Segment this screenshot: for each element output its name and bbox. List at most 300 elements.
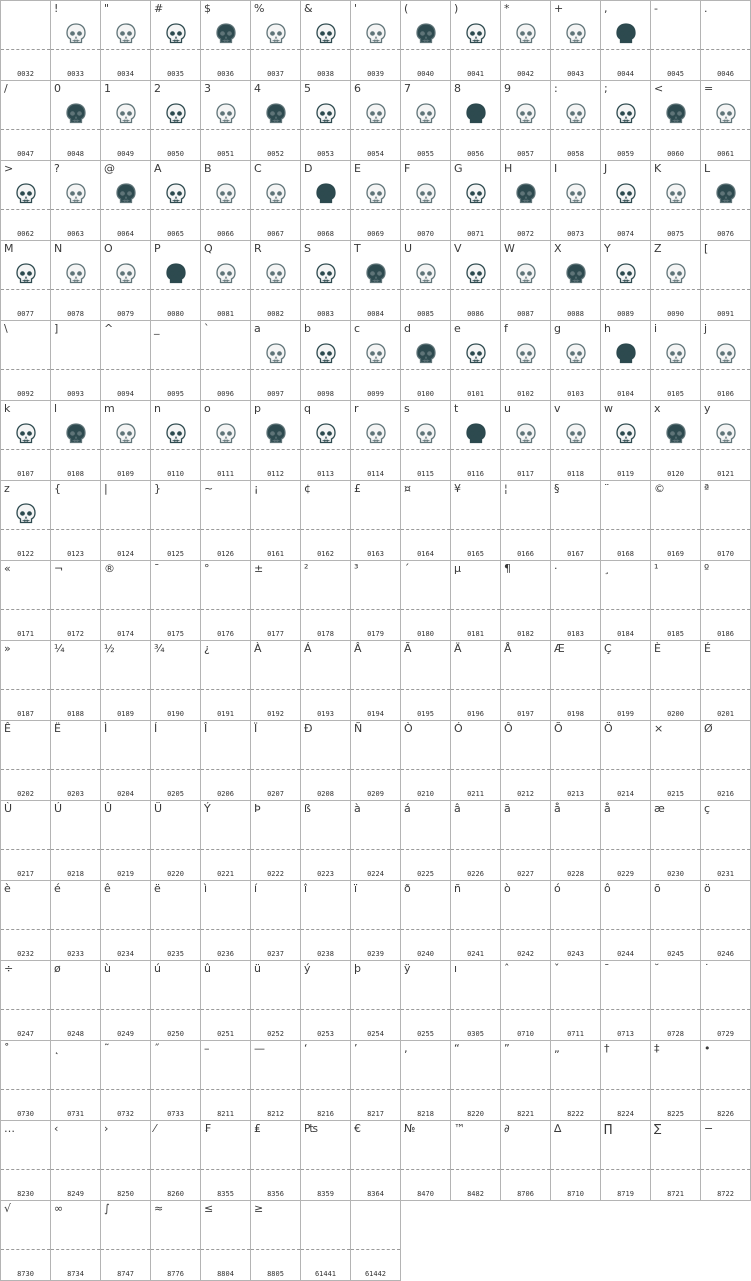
- cell-divider: [501, 769, 550, 770]
- glyph-cell: [700, 560, 751, 641]
- glyph-cell: [600, 960, 651, 1041]
- cell-divider: [151, 129, 200, 130]
- glyph-cell: [100, 640, 151, 721]
- glyph-char-label: f: [504, 322, 508, 335]
- glyph-code-label: 61441: [314, 1270, 337, 1278]
- glyph-code-label: 0249: [117, 1030, 134, 1038]
- skull-icon: [363, 421, 389, 447]
- cell-divider: [701, 1009, 750, 1010]
- glyph-code-label: 0174: [117, 630, 134, 638]
- glyph-code-label: 0037: [267, 70, 284, 78]
- glyph-cell: [400, 1040, 451, 1121]
- glyph-char-label: à: [354, 802, 361, 815]
- glyph-code-label: 0064: [117, 230, 134, 238]
- cell-divider: [601, 209, 650, 210]
- glyph-cell: [450, 320, 501, 401]
- glyph-cell: [500, 400, 551, 481]
- glyph-char-label: ]: [54, 322, 59, 335]
- glyph-code-label: 0246: [717, 950, 734, 958]
- cell-divider: [51, 1249, 100, 1250]
- glyph-char-label: 0: [54, 82, 61, 95]
- cell-divider: [651, 929, 700, 930]
- cell-divider: [701, 289, 750, 290]
- glyph-cell: [150, 1040, 201, 1121]
- cell-divider: [701, 769, 750, 770]
- cell-divider: [401, 1009, 450, 1010]
- cell-divider: [151, 289, 200, 290]
- glyph-char-label: ;: [604, 82, 608, 95]
- glyph-cell: [350, 960, 401, 1041]
- glyph-char-label: $: [204, 2, 211, 15]
- glyph-code-label: 0105: [667, 390, 684, 398]
- glyph-code-label: 8776: [167, 1270, 184, 1278]
- glyph-cell: [500, 0, 551, 81]
- glyph-char-label: ®: [104, 562, 115, 575]
- glyph-code-label: 0164: [417, 550, 434, 558]
- glyph-code-label: 0190: [167, 710, 184, 718]
- glyph-cell: [200, 720, 251, 801]
- cell-divider: [451, 689, 500, 690]
- skull-icon: [163, 181, 189, 207]
- cell-divider: [651, 529, 700, 530]
- glyph-cell: [700, 400, 751, 481]
- glyph-char-label: Ð: [304, 722, 313, 735]
- glyph-char-label: Æ: [554, 642, 565, 655]
- cell-divider: [301, 529, 350, 530]
- glyph-cell: [600, 720, 651, 801]
- glyph-code-label: 8470: [417, 1190, 434, 1198]
- glyph-cell: [250, 720, 301, 801]
- glyph-char-label: À: [254, 642, 262, 655]
- glyph-char-label: p: [254, 402, 261, 415]
- glyph-code-label: 0124: [117, 550, 134, 558]
- glyph-code-label: 0061: [717, 150, 734, 158]
- glyph-char-label: Å: [504, 642, 512, 655]
- cell-divider: [401, 529, 450, 530]
- cell-divider: [651, 689, 700, 690]
- glyph-cell: [550, 1040, 601, 1121]
- glyph-code-label: 0117: [517, 470, 534, 478]
- glyph-cell: [150, 880, 201, 961]
- glyph-cell: [150, 640, 201, 721]
- glyph-code-label: 0184: [617, 630, 634, 638]
- cell-divider: [1, 369, 50, 370]
- skull-icon: [163, 421, 189, 447]
- glyph-cell: [100, 880, 151, 961]
- cell-divider: [651, 609, 700, 610]
- cell-divider: [401, 129, 450, 130]
- glyph-cell: [600, 240, 651, 321]
- glyph-cell: [50, 80, 101, 161]
- cell-divider: [51, 209, 100, 210]
- glyph-cell: [150, 480, 201, 561]
- glyph-char-label: ¼: [54, 642, 65, 655]
- glyph-code-label: 0242: [517, 950, 534, 958]
- glyph-char-label: µ: [454, 562, 461, 575]
- glyph-code-label: 0054: [367, 150, 384, 158]
- glyph-cell: [250, 240, 301, 321]
- glyph-cell: [100, 960, 151, 1041]
- skull-icon: [263, 181, 289, 207]
- glyph-char-label: †: [604, 1042, 610, 1055]
- glyph-code-label: 0102: [517, 390, 534, 398]
- cell-divider: [201, 849, 250, 850]
- glyph-code-label: 0208: [317, 790, 334, 798]
- skull-icon: [713, 101, 739, 127]
- cell-divider: [301, 209, 350, 210]
- glyph-char-label: ∞: [54, 1202, 64, 1215]
- skull-icon: [363, 101, 389, 127]
- glyph-cell: [550, 720, 601, 801]
- glyph-code-label: 0231: [717, 870, 734, 878]
- cell-divider: [501, 929, 550, 930]
- glyph-char-label: `: [204, 322, 210, 335]
- glyph-code-label: 0175: [167, 630, 184, 638]
- glyph-code-label: 8230: [17, 1190, 34, 1198]
- glyph-char-label: ·: [554, 562, 558, 575]
- cell-divider: [201, 1249, 250, 1250]
- glyph-char-label: £: [354, 482, 361, 495]
- cell-divider: [601, 1169, 650, 1170]
- cell-divider: [1, 609, 50, 610]
- skull-icon: [313, 21, 339, 47]
- glyph-cell: [50, 320, 101, 401]
- glyph-char-label: Ä: [454, 642, 462, 655]
- glyph-code-label: 0213: [567, 790, 584, 798]
- glyph-char-label: ô: [604, 882, 611, 895]
- glyph-code-label: 0210: [417, 790, 434, 798]
- glyph-code-label: 0209: [367, 790, 384, 798]
- glyph-code-label: 0082: [267, 310, 284, 318]
- glyph-cell: [0, 800, 51, 881]
- glyph-char-label: ‘: [304, 1042, 308, 1055]
- cell-divider: [651, 129, 700, 130]
- cell-divider: [1, 689, 50, 690]
- glyph-cell: [550, 640, 601, 721]
- glyph-char-label: t: [454, 402, 459, 415]
- cell-divider: [201, 769, 250, 770]
- glyph-char-label: J: [604, 162, 608, 175]
- glyph-char-label: ¸: [604, 562, 610, 575]
- glyph-code-label: 0088: [567, 310, 584, 318]
- glyph-cell: [700, 160, 751, 241]
- glyph-cell: [0, 1200, 51, 1281]
- glyph-code-label: 0214: [617, 790, 634, 798]
- glyph-code-label: 8804: [217, 1270, 234, 1278]
- glyph-code-label: 8710: [567, 1190, 584, 1198]
- glyph-cell: [650, 160, 701, 241]
- cell-divider: [101, 769, 150, 770]
- glyph-char-label: a: [254, 322, 261, 335]
- glyph-code-label: 0050: [167, 150, 184, 158]
- cell-divider: [251, 689, 300, 690]
- glyph-code-label: 0093: [67, 390, 84, 398]
- cell-divider: [251, 209, 300, 210]
- glyph-cell: [600, 560, 651, 641]
- glyph-char-label: ÷: [4, 962, 14, 975]
- skull-icon: [313, 341, 339, 367]
- glyph-cell: [650, 800, 701, 881]
- glyph-code-label: 0178: [317, 630, 334, 638]
- glyph-code-label: 0217: [17, 870, 34, 878]
- glyph-cell: [500, 800, 551, 881]
- skull-icon: [13, 421, 39, 447]
- cell-divider: [151, 209, 200, 210]
- cell-divider: [501, 209, 550, 210]
- glyph-char-label: S: [304, 242, 311, 255]
- glyph-code-label: 0100: [417, 390, 434, 398]
- cell-divider: [51, 689, 100, 690]
- cell-divider: [301, 1249, 350, 1250]
- skull-icon: [613, 101, 639, 127]
- glyph-code-label: 0078: [67, 310, 84, 318]
- skull-icon: [413, 21, 439, 47]
- cell-divider: [651, 209, 700, 210]
- skull-icon: [413, 341, 439, 367]
- skull-icon: [463, 21, 489, 47]
- glyph-cell: [200, 560, 251, 641]
- skull-icon: [363, 341, 389, 367]
- skull-icon: [363, 261, 389, 287]
- glyph-char-label: ¿: [204, 642, 210, 655]
- cell-divider: [551, 1169, 600, 1170]
- glyph-char-label: ,: [604, 2, 608, 15]
- cell-divider: [451, 289, 500, 290]
- skull-icon: [563, 261, 589, 287]
- glyph-char-label: U: [404, 242, 413, 255]
- glyph-code-label: 0041: [467, 70, 484, 78]
- skull-icon: [113, 421, 139, 447]
- glyph-code-label: 0104: [617, 390, 634, 398]
- glyph-cell: [450, 480, 501, 561]
- skull-icon: [663, 341, 689, 367]
- glyph-cell: [450, 160, 501, 241]
- skull-icon: [113, 21, 139, 47]
- glyph-code-label: 0713: [617, 1030, 634, 1038]
- cell-divider: [551, 49, 600, 50]
- glyph-code-label: 0162: [317, 550, 334, 558]
- skull-icon: [163, 101, 189, 127]
- glyph-code-label: 8224: [617, 1110, 634, 1118]
- glyph-code-label: 0202: [17, 790, 34, 798]
- glyph-code-label: 0043: [567, 70, 584, 78]
- glyph-char-label: O: [104, 242, 113, 255]
- glyph-cell: [700, 800, 751, 881]
- glyph-code-label: 0182: [517, 630, 534, 638]
- glyph-cell: [450, 240, 501, 321]
- glyph-cell: [200, 400, 251, 481]
- glyph-char-label: ₤: [254, 1122, 261, 1135]
- glyph-cell: [250, 160, 301, 241]
- glyph-char-label: h: [604, 322, 611, 335]
- glyph-cell: [350, 640, 401, 721]
- glyph-code-label: 0185: [667, 630, 684, 638]
- cell-divider: [1, 769, 50, 770]
- cell-divider: [101, 369, 150, 370]
- glyph-code-label: 0177: [267, 630, 284, 638]
- glyph-cell: [0, 240, 51, 321]
- glyph-char-label: ¶: [504, 562, 511, 575]
- glyph-code-label: 0728: [667, 1030, 684, 1038]
- glyph-char-label: ™: [454, 1122, 465, 1135]
- glyph-code-label: 8722: [717, 1190, 734, 1198]
- glyph-code-label: 0119: [617, 470, 634, 478]
- glyph-char-label: º: [704, 562, 710, 575]
- glyph-char-label: 9: [504, 82, 511, 95]
- cell-divider: [351, 49, 400, 50]
- glyph-char-label: î: [304, 882, 308, 895]
- glyph-char-label: »: [4, 642, 11, 655]
- cell-divider: [51, 609, 100, 610]
- glyph-code-label: 0240: [417, 950, 434, 958]
- glyph-code-label: 0237: [267, 950, 284, 958]
- glyph-cell: [500, 640, 551, 721]
- glyph-char-label: Q: [204, 242, 213, 255]
- glyph-cell: [650, 240, 701, 321]
- glyph-code-label: 0083: [317, 310, 334, 318]
- glyph-cell: [450, 720, 501, 801]
- cell-divider: [401, 689, 450, 690]
- glyph-code-label: 0110: [167, 470, 184, 478]
- glyph-char-label: @: [104, 162, 115, 175]
- glyph-cell: [0, 1040, 51, 1121]
- cell-divider: [601, 689, 650, 690]
- glyph-char-label: 4: [254, 82, 261, 95]
- cell-divider: [1, 1249, 50, 1250]
- skull-icon: [163, 21, 189, 47]
- cell-divider: [701, 689, 750, 690]
- glyph-char-label: _: [154, 322, 160, 335]
- cell-divider: [651, 849, 700, 850]
- glyph-char-label: é: [54, 882, 61, 895]
- cell-divider: [201, 289, 250, 290]
- glyph-cell: [550, 80, 601, 161]
- cell-divider: [501, 849, 550, 850]
- glyph-cell: [100, 160, 151, 241]
- glyph-cell: [200, 960, 251, 1041]
- skull-icon: [313, 101, 339, 127]
- glyph-code-label: 0170: [717, 550, 734, 558]
- glyph-char-label: ∏: [604, 1122, 613, 1135]
- glyph-code-label: 0222: [267, 870, 284, 878]
- glyph-code-label: 8747: [117, 1270, 134, 1278]
- skull-icon: [13, 181, 39, 207]
- cell-divider: [601, 369, 650, 370]
- glyph-char-label: |: [104, 482, 108, 495]
- glyph-cell: [600, 160, 651, 241]
- glyph-code-label: 8356: [267, 1190, 284, 1198]
- glyph-code-label: 0215: [667, 790, 684, 798]
- glyph-char-label: Â: [354, 642, 362, 655]
- glyph-char-label: Z: [654, 242, 662, 255]
- glyph-code-label: 0111: [217, 470, 234, 478]
- glyph-char-label: ª: [704, 482, 710, 495]
- cell-divider: [551, 209, 600, 210]
- glyph-code-label: 0072: [517, 230, 534, 238]
- glyph-code-label: 0034: [117, 70, 134, 78]
- glyph-char-label: ü: [254, 962, 261, 975]
- glyph-char-label: !: [54, 2, 59, 15]
- glyph-code-label: 0039: [367, 70, 384, 78]
- skull-icon: [463, 101, 489, 127]
- glyph-code-label: 0241: [467, 950, 484, 958]
- glyph-code-label: 8805: [267, 1270, 284, 1278]
- glyph-code-label: 0732: [117, 1110, 134, 1118]
- glyph-char-label: õ: [654, 882, 661, 895]
- glyph-code-label: 0710: [517, 1030, 534, 1038]
- glyph-code-label: 0235: [167, 950, 184, 958]
- glyph-cell: [100, 480, 151, 561]
- glyph-code-label: 0730: [17, 1110, 34, 1118]
- glyph-code-label: 0166: [517, 550, 534, 558]
- glyph-cell: [0, 0, 51, 81]
- cell-divider: [601, 769, 650, 770]
- cell-divider: [51, 529, 100, 530]
- glyph-char-label: +: [554, 2, 564, 15]
- cell-divider: [351, 209, 400, 210]
- glyph-char-label: Û: [104, 802, 113, 815]
- glyph-code-label: 61442: [364, 1270, 387, 1278]
- cell-divider: [101, 49, 150, 50]
- cell-divider: [701, 449, 750, 450]
- glyph-char-label: ˘: [654, 962, 660, 975]
- cell-divider: [251, 369, 300, 370]
- glyph-code-label: 0179: [367, 630, 384, 638]
- glyph-char-label: §: [554, 482, 560, 495]
- cell-divider: [501, 609, 550, 610]
- glyph-code-label: 0074: [617, 230, 634, 238]
- glyph-char-label: &: [304, 2, 313, 15]
- glyph-cell: [50, 960, 101, 1041]
- cell-divider: [351, 1249, 400, 1250]
- glyph-cell: [550, 960, 601, 1041]
- glyph-code-label: 0248: [67, 1030, 84, 1038]
- cell-divider: [351, 849, 400, 850]
- glyph-cell: [100, 0, 151, 81]
- cell-divider: [201, 929, 250, 930]
- glyph-char-label: ¹: [654, 562, 659, 575]
- glyph-char-label: ø: [54, 962, 61, 975]
- glyph-cell: [450, 80, 501, 161]
- glyph-char-label: x: [654, 402, 661, 415]
- cell-divider: [551, 769, 600, 770]
- glyph-cell: [200, 160, 251, 241]
- glyph-code-label: 0107: [17, 470, 34, 478]
- cell-divider: [301, 769, 350, 770]
- glyph-char-label: ": [104, 2, 110, 15]
- skull-icon: [613, 261, 639, 287]
- glyph-cell: [50, 800, 101, 881]
- skull-icon: [513, 181, 539, 207]
- cell-divider: [701, 209, 750, 210]
- glyph-char-label: ₧: [304, 1122, 318, 1135]
- glyph-char-label: æ: [654, 802, 665, 815]
- glyph-char-label: s: [404, 402, 410, 415]
- skull-icon: [413, 181, 439, 207]
- glyph-char-label: i: [654, 322, 658, 335]
- glyph-code-label: 0232: [17, 950, 34, 958]
- cell-divider: [651, 1089, 700, 1090]
- glyph-code-label: 0062: [17, 230, 34, 238]
- glyph-cell: [50, 160, 101, 241]
- cell-divider: [51, 849, 100, 850]
- cell-divider: [301, 49, 350, 50]
- glyph-char-label: ¾: [154, 642, 165, 655]
- cell-divider: [551, 1009, 600, 1010]
- cell-divider: [501, 369, 550, 370]
- cell-divider: [351, 289, 400, 290]
- glyph-cell: [150, 240, 201, 321]
